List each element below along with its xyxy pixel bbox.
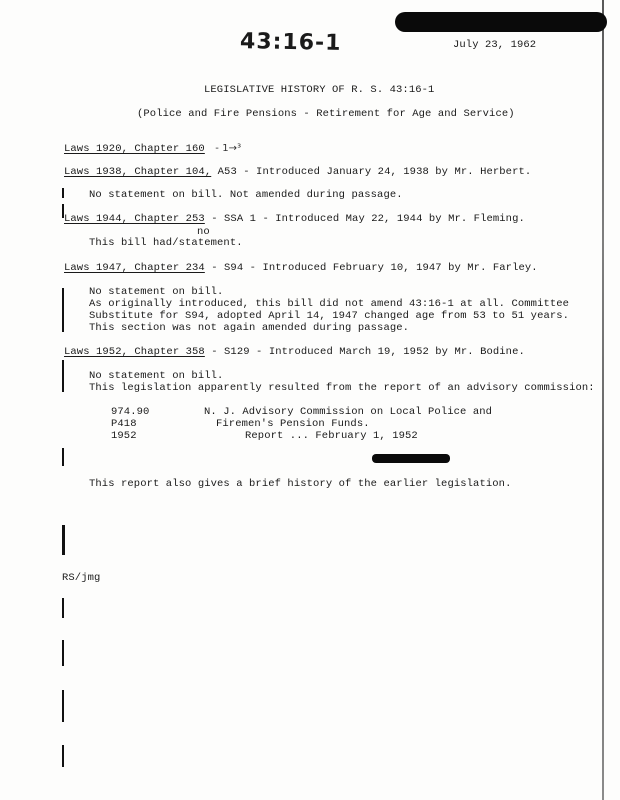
margin-mark xyxy=(62,288,64,332)
redaction-bar-top xyxy=(395,12,607,32)
note-1947-line2: As originally introduced, this bill did not amend 43:16-1 at all. Committee xyxy=(89,298,570,310)
note-1947-line1: No statement on bill. xyxy=(89,286,224,298)
law-citation-1947: Laws 1947, Chapter 234 xyxy=(64,262,205,274)
document-date: July 23, 1962 xyxy=(453,39,537,51)
margin-mark xyxy=(62,448,64,466)
law-citation-1952: Laws 1952, Chapter 358 xyxy=(64,346,205,358)
entry-1944 xyxy=(64,213,525,225)
entry-1947 xyxy=(64,262,538,274)
handwritten-file-number: 43:16-1 xyxy=(239,29,342,56)
entry-1938 xyxy=(64,166,531,178)
citation-line2: Firemen's Pension Funds. xyxy=(216,418,370,430)
typist-initials: RS/jmg xyxy=(62,572,101,584)
document-title: LEGISLATIVE HISTORY OF R. S. 43:16-1 xyxy=(204,84,435,96)
note-1952-line1: No statement on bill. xyxy=(89,370,224,382)
note-1944: This bill had/statement. xyxy=(89,237,243,249)
redaction-mark-middle xyxy=(372,454,450,463)
margin-mark xyxy=(62,525,65,555)
call-number-line1: 974.90 xyxy=(111,406,150,418)
margin-mark xyxy=(62,204,64,218)
entry-detail-1947: - S94 - Introduced February 10, 1947 by Mr. Farley. xyxy=(211,262,538,274)
entry-detail-1938: A53 - Introduced January 24, 1938 by Mr. Herbert. xyxy=(217,166,532,178)
margin-mark xyxy=(62,360,64,392)
law-citation-1944: Laws 1944, Chapter 253 xyxy=(64,213,205,225)
margin-mark xyxy=(62,745,64,767)
note-1952-line2: This legislation apparently resulted from the report of an advisory commission: xyxy=(89,382,595,394)
entry-1920 xyxy=(64,143,241,155)
margin-mark xyxy=(62,188,64,198)
call-number-line3: 1952 xyxy=(111,430,137,442)
note-1938: No statement on bill. Not amended during passage. xyxy=(89,189,403,201)
insert-no-1944: no xyxy=(197,226,210,238)
note-1947-line4: This section was not again amended during passage. xyxy=(89,322,410,334)
law-citation-1920: Laws 1920, Chapter 160 xyxy=(64,143,205,155)
handwritten-annotation-1920: - 1→³ xyxy=(215,143,242,154)
scan-edge-line xyxy=(602,0,604,800)
note-1947-line3: Substitute for S94, adopted April 14, 1947 changed age from 53 to 51 years. xyxy=(89,310,570,322)
entry-detail-1944: - SSA 1 - Introduced May 22, 1944 by Mr. Fleming. xyxy=(211,213,525,225)
call-number-line2: P418 xyxy=(111,418,137,430)
margin-mark xyxy=(62,690,64,722)
entry-detail-1952: - S129 - Introduced March 19, 1952 by Mr. Bodine. xyxy=(211,346,525,358)
law-citation-1938: Laws 1938, Chapter 104, xyxy=(64,166,212,178)
citation-line3: Report ... February 1, 1952 xyxy=(245,430,418,442)
document-subtitle: (Police and Fire Pensions - Retirement for Age and Service) xyxy=(137,108,515,120)
citation-line1: N. J. Advisory Commission on Local Police and xyxy=(204,406,493,418)
closing-remark: This report also gives a brief history of the earlier legislation. xyxy=(89,478,512,490)
entry-1952 xyxy=(64,346,525,358)
margin-mark xyxy=(62,598,64,618)
margin-mark xyxy=(62,640,64,666)
